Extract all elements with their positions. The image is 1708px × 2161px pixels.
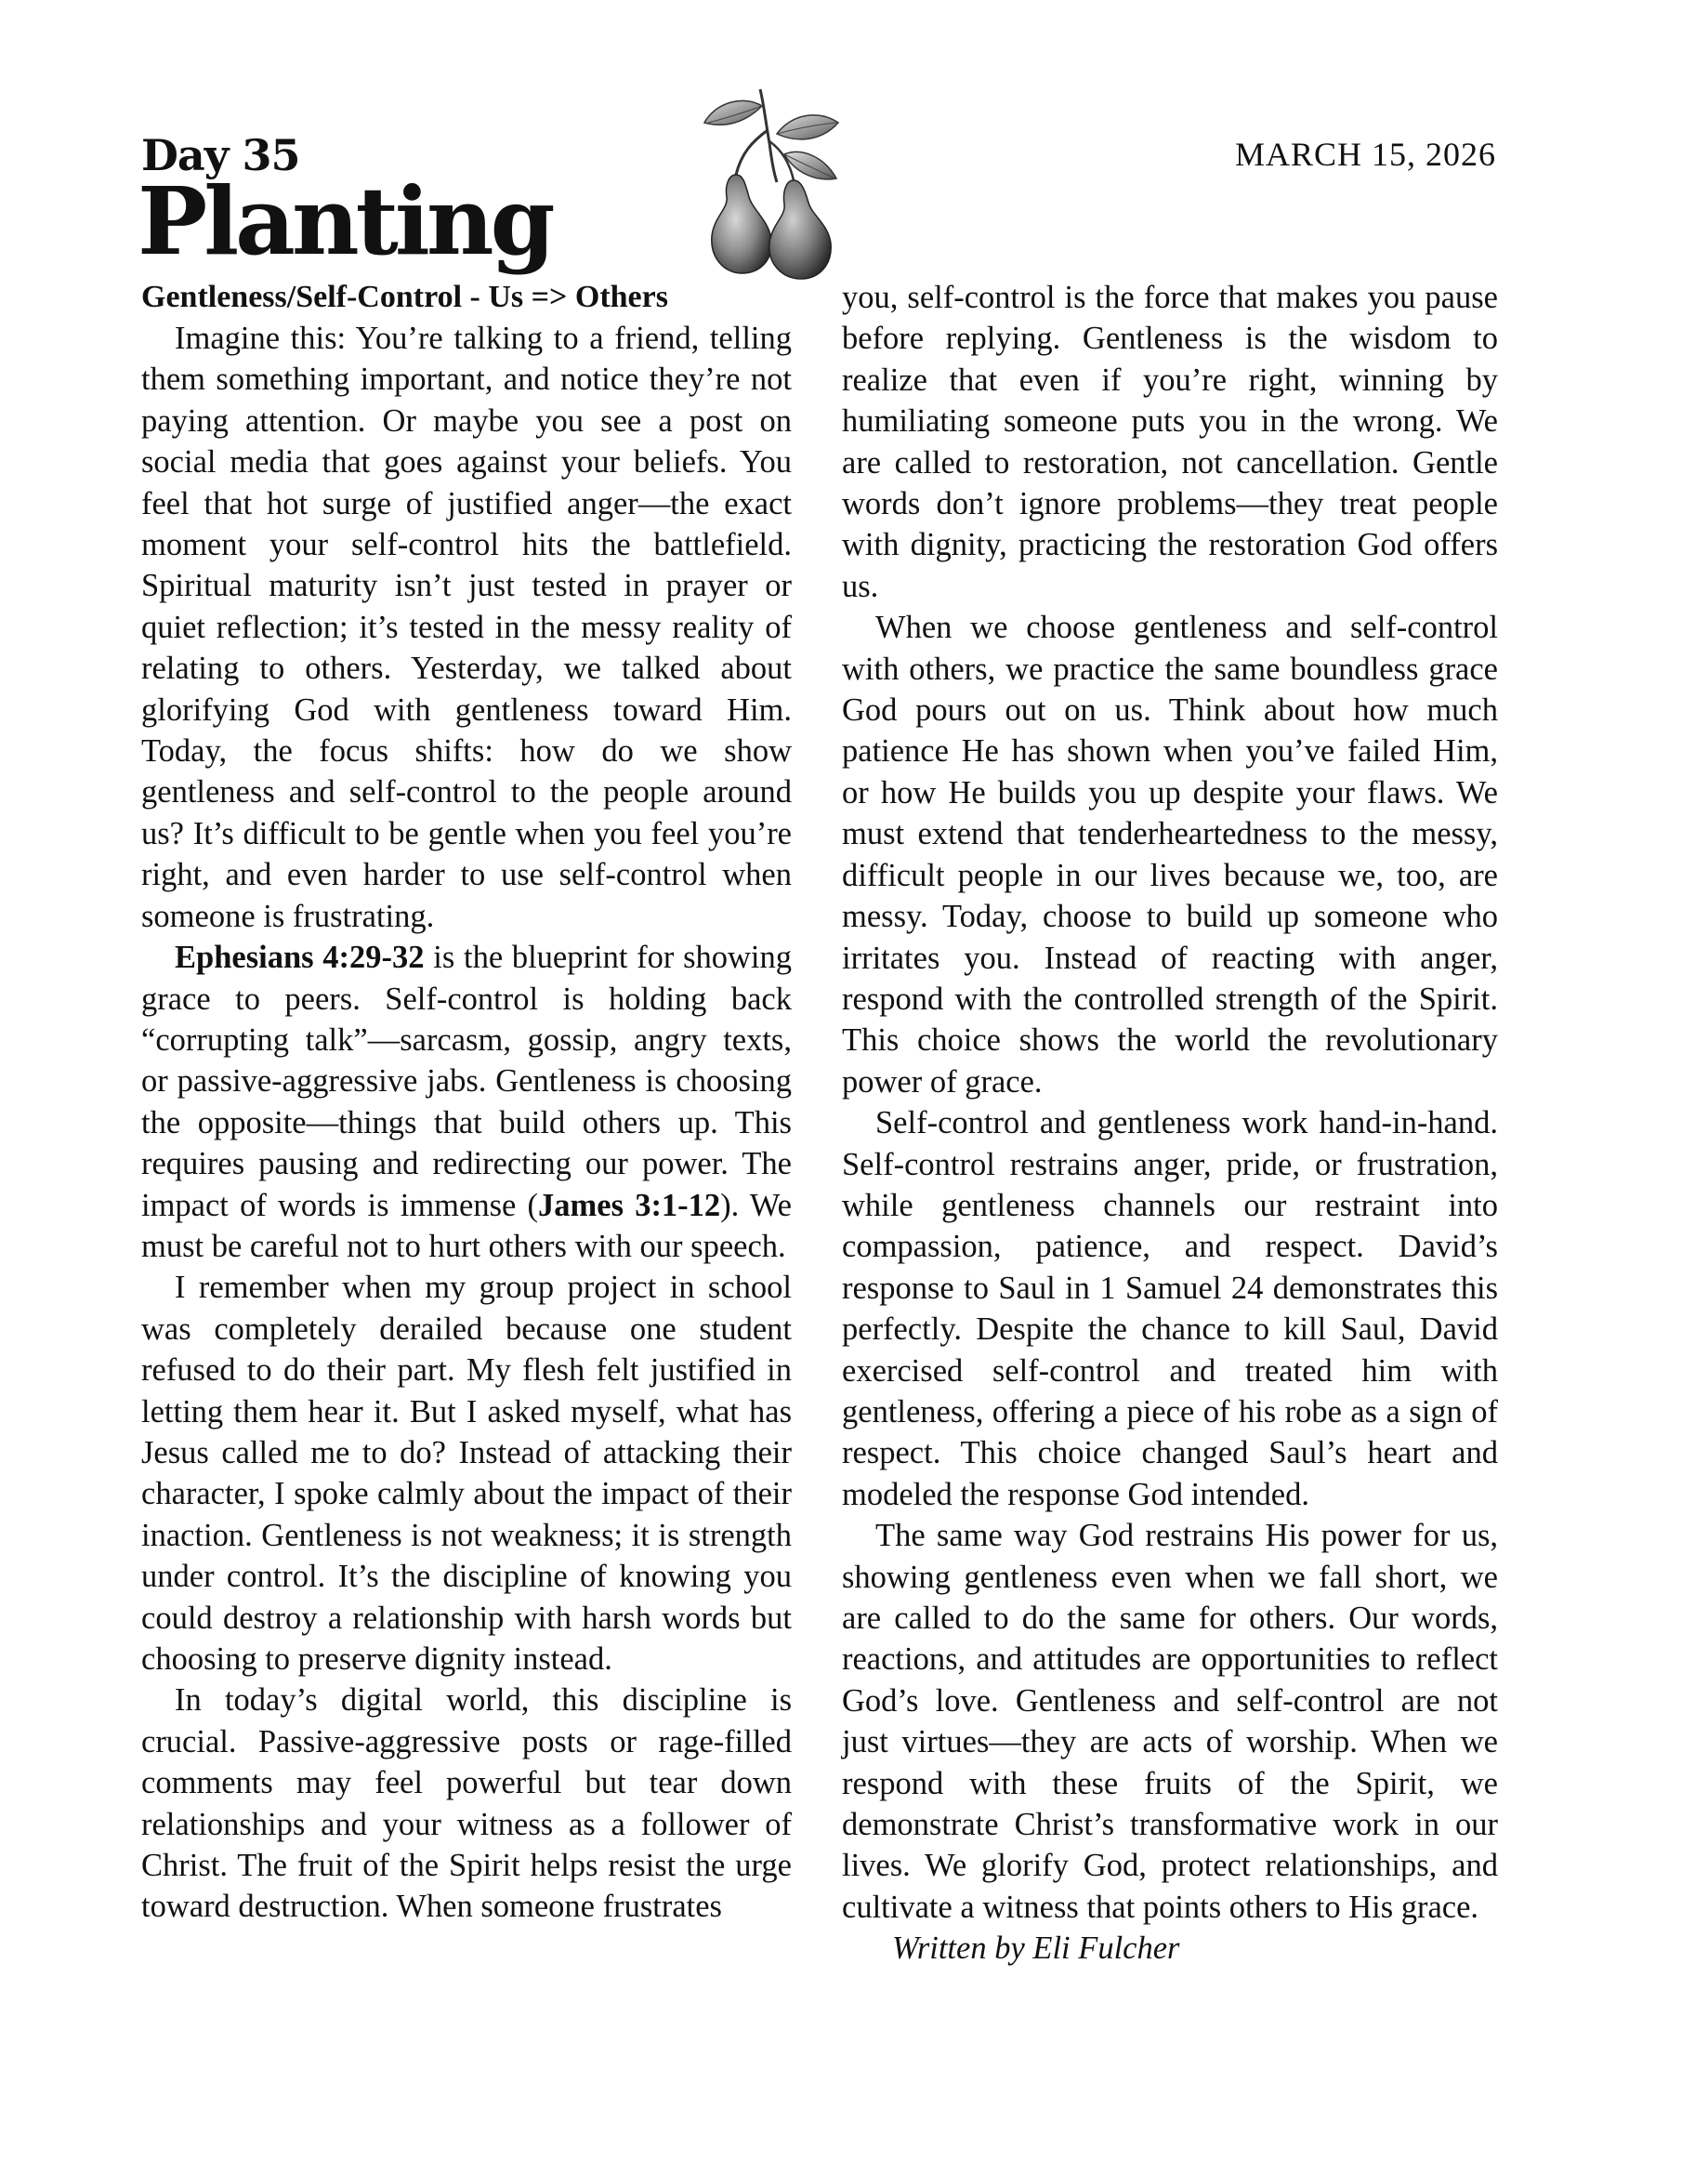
paragraph-hand-in-hand: Self-control and gentleness work hand-in-hand. Self-control restrains anger, pride, or frustration, while gentleness channels our restraint into compassion, patience, and respect. David’s response to Saul in 1 Samuel 24 demonstrates this perfectly. Despite the chance to kill Saul, David exercised self-control and treated him with gentleness, offering a piece of his robe as a sign of respect. This choice changed Saul’s heart and modeled the response God intended. [842,1105,1498,1512]
paragraph-conclusion: The same way God restrains His power for us, showing gentleness even when we fall short, we are called to do the same for others. Our words, reactions, and attitudes are opportunities to reflect God’s love. Gentleness and self-control are not just virtues—they are acts of worship. When we respond with these fruits of the Spirit, we demonstrate Christ’s transformative work in our lives. We glorify God, protect relationships, and cultivate a witness that points others to His grace. [842,1518,1498,1925]
article-column-left [141,277,792,1928]
paragraph-group-project: I remember when my group project in school was completely derailed because one student refused to do their part. My flesh felt justified in letting them hear it. But I asked myself, what has Jesus called me to do? Instead of attacking their character, I spoke calmly about the impact of their inaction. Gentleness is not weakness; it is strength under control. It’s the discipline of knowing you could destroy a relationship with harsh words but choosing to preserve dignity instead. [141,1270,792,1677]
article-column-right [842,277,1498,1970]
scripture-reference-james: James 3:1-12 [538,1187,721,1223]
paragraph-ephesians [141,937,792,1267]
paragraph-digital-world-part1: In today’s digital world, this discipline is crucial. Passive-aggressive posts or rage-filled comments may feel powerful but tear down relationships and your witness as a follower of Christ. The fruit of the Spirit helps resist the urge toward destruction. When someone frustrates [141,1682,792,1925]
pear-branch-icon [688,86,846,281]
scripture-reference-ephesians: Ephesians 4:29-32 [175,940,425,976]
paragraph-ephesians-text-a: is the blueprint for showing grace to peers. Self-control is holding back “corrupting talk”—sarcasm, gossip, angry texts, or passive-aggressive jabs. Gentleness is choosing the opposite—things that build others up. This requires pausing and redirecting our power. The impact of words is immense ( [141,940,792,1223]
paragraph-intro: Imagine this: You’re talking to a friend, telling them something important, and notice they’re not paying attention. Or maybe you see a post on social media that goes against your beliefs. You feel that hot surge of justified anger—the exact moment your self-control hits the battlefield. Spiritual maturity isn’t just tested in prayer or quiet reflection; it’s tested in the messy reality of relating to others. Yesterday, we talked about glorifying God with gentleness toward Him. Today, the focus shifts: how do we show gentleness and self-control to the people around us? It’s difficult to be gentle when you feel you’re right, and even harder to use self-control when someone is frustrating. [141,321,792,934]
paragraph-digital-world-part2: you, self-control is the force that makes you pause before replying. Gentleness is the wisdom to realize that even if you’re right, winning by humiliating someone puts you in the wrong. We are called to restoration, not cancellation. Gentle words don’t ignore problems—they treat people with dignity, practicing the restoration God offers us. [842,280,1498,604]
paragraph-ephesians-text-b: ). We must be careful not to hurt others with our speech. [141,1187,792,1264]
paragraph-boundless-grace: When we choose gentleness and self-control with others, we practice the same boundless grace God pours out on us. Think about how much patience He has shown when you’ve failed Him, or how He builds you up despite your flaws. We must extend that tenderheartedness to the messy, difficult people in our lives because we, too, are messy. Today, choose to build up someone who irritates you. Instead of reacting with anger, respond with the controlled strength of the Spirit. This choice shows the world the revolutionary power of grace. [842,610,1498,1100]
date-label: MARCH 15, 2026 [1234,136,1496,173]
page-title: Planting [138,166,552,276]
day-label: Day 35 [141,130,300,180]
author-byline: Written by Eli Fulcher [892,1930,1180,1967]
section-subheading: Gentleness/Self-Control - Us => Others [141,280,668,314]
